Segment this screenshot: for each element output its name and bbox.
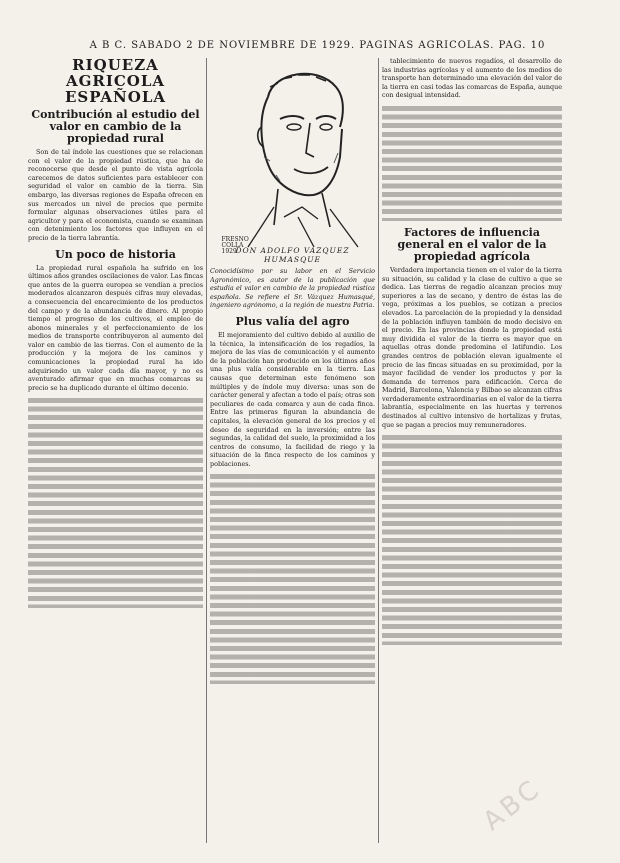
- body-text-continuation: [28, 398, 203, 608]
- portrait-signature: FRESNO COLLA 1929: [221, 236, 249, 255]
- portrait-caption-text: Conocidísimo por su labor en el Servicio Agronómico, es autor de la publicación que estudia el valor en cambio de la propiedad rústica española. Se refiere el Sr. Vázquez Humasqué, ingeniero agrónomo, a la región de nuestra Patria.: [210, 267, 375, 310]
- body-text-continuation: [210, 474, 375, 684]
- abc-watermark: ABC: [477, 773, 548, 837]
- article-headline: Plus valía del agro: [235, 314, 350, 328]
- column-left: [28, 57, 203, 847]
- history-body: La propiedad rural española ha sufrido en los últimos años grandes oscilaciones de valor. Las fincas que antes de la guerra europea se vendían a precios moderados alcanzaron después cifras muy elevadas, a consecuencia del encarecimiento de los productos del campo y de la abundancia de dinero. Al propio tiempo el progreso de los cultivos, el empleo de abonos minerales y el perfeccionamiento de los medios de transporte contribuyeron al aumento del valor en cambio de las tierras. Con el aumento de la producción y la mejora de los caminos y comunicaciones la propiedad rural ha ido adquiriendo un valor cada día mayor, y no es aventurado afirmar que en muchas comarcas su precio se ha duplicado durante el último decenio.: [28, 263, 203, 392]
- portrait-sketch: [218, 57, 368, 252]
- history-heading: Un poco de historia: [55, 247, 176, 261]
- section-body: Verdadera importancia tienen en el valor de la tierra su situación, su calidad y la clase de cultivo a que se dedica. Las tierras de regadío alcanzan precios muy superiores a las de secano, y dentro de éstas las de vega, próximas a los pueblos, se cotizan a precios elevados. La parcelación de la propiedad y la densidad de la población influyen también de modo decisivo en el precio. En las provincias donde la propiedad está muy dividida el valor de la tierra es mayor que en aquellas otras donde predomina el latifundio. Los grandes centros de población elevan igualmente el precio de las fincas situadas en su proximidad, por la mayor facilidad de vender los productos y por la demanda de terrenos para edificación. Cerca de Madrid, Barcelona, Valencia y Bilbao se alcanzan cifras verdaderamente extraordinarias en el valor de la tierra labrantía, especialmente en las huertas y terrenos destinados al cultivo intensivo de hortalizas y frutas, que se pagan a precios muy remuneradores.: [382, 265, 562, 429]
- page-header: A B C. SABADO 2 DE NOVIEMBRE DE 1929. PAGINAS AGRICOLAS. PAG. 10: [89, 40, 546, 51]
- section-title: RIQUEZA AGRICOLA ESPAÑOLA: [64, 57, 167, 106]
- column-rule-left: [206, 58, 207, 843]
- article-intro: Son de tal índole las cuestiones que se relacionan con el valor de la propiedad rústica, que ha de reconocerse que desde el punto de vista agrícola carecemos de datos suficientes para establecer con seguridad el valor en cambio de la tierra. Sin embargo, las diversas regiones de España ofrecen en sus mercados un nivel de precios que permite formular algunas observaciones útiles para el agricultor y para el economista, cuando se examinan con detenimiento los factores que influyen en el precio de la tierra labrantía.: [28, 148, 203, 242]
- body-text-continuation: [382, 435, 562, 645]
- column-intro: tablecimiento de nuevos regadíos, el desarrollo de las industrias agrícolas y el aumento de los medios de transporte han determinado una elevación del valor de la tierra en casi todas las comarcas de España, aunque con desigual intensidad.: [382, 57, 562, 100]
- article-body: El mejoramiento del cultivo debido al auxilio de la técnica, la intensificación de los regadíos, la mejora de las vías de comunicación y el aumento de la población han producido en los últimos años una plus valía considerable en la tierra. Las causas que determinan este fenómeno son múltiples y de índole muy diversa: unas son de carácter general y afectan a todo el país; otras son peculiares de cada comarca y aun de cada finca. Entre las primeras figuran la abundancia de capitales, la elevación general de los precios y el deseo de seguridad en la inversión; entre las segundas, la calidad del suelo, la proximidad a los centros de consumo, la facilidad de riego y la situación de la finca respecto de los caminos y poblaciones.: [210, 330, 375, 468]
- column-rule-right: [378, 58, 379, 843]
- body-text-continuation: [382, 106, 562, 221]
- column-right: [382, 57, 562, 847]
- article-subtitle: Contribución al estudio del valor en cambio de la propiedad rural: [31, 108, 200, 145]
- column-center: [210, 57, 375, 847]
- portrait-caption-name: DON ADOLFO VAZQUEZ HUMASQUE: [235, 246, 350, 264]
- section-subheading: Factores de influencia general en el valor de la propiedad agrícola: [397, 225, 547, 263]
